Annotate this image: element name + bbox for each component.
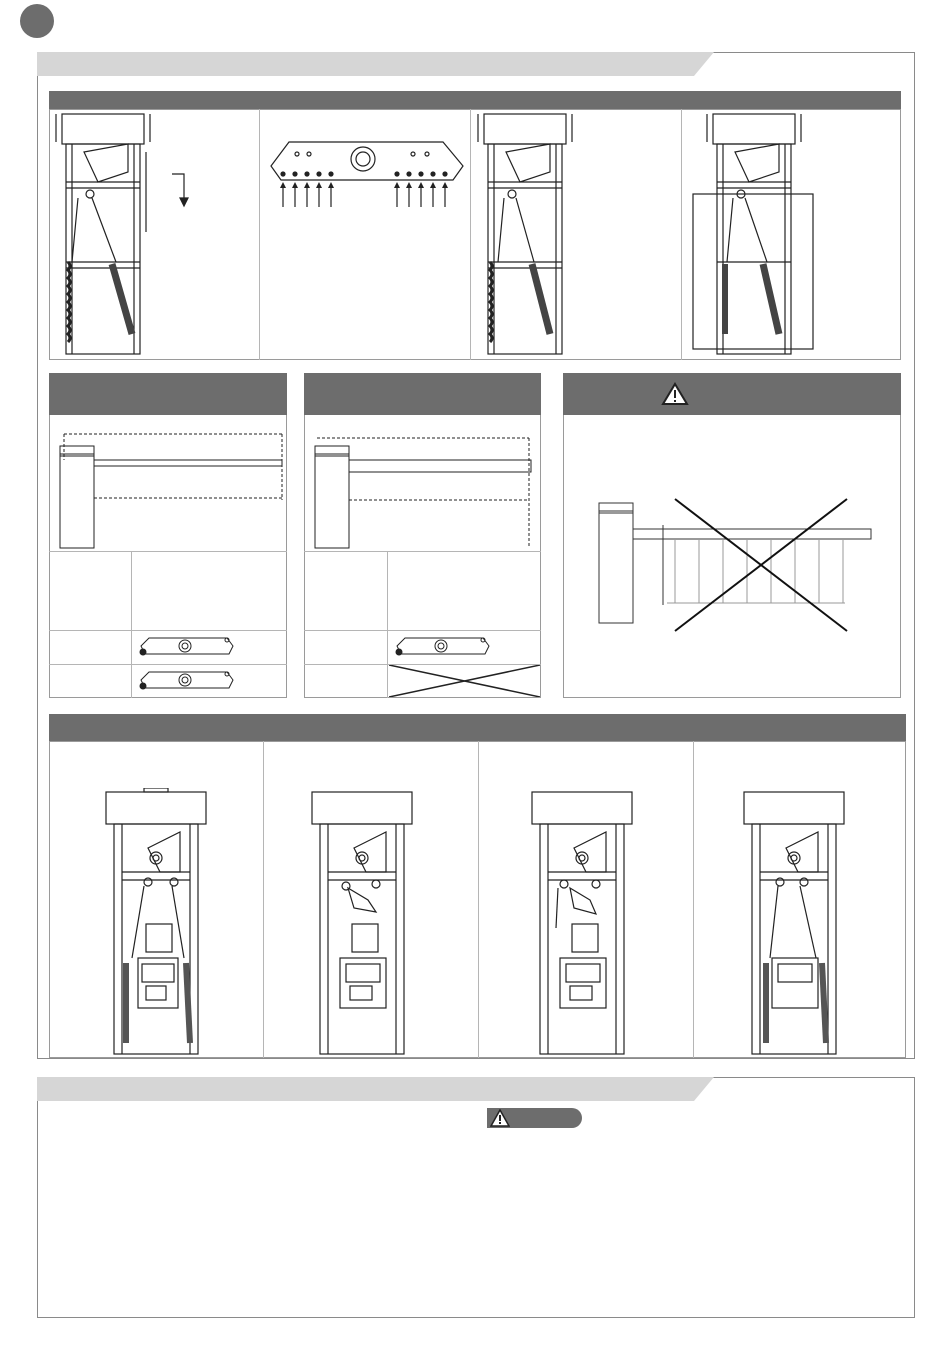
barrier-springs-drawing-1 [52, 112, 257, 358]
section-2-header-banner [37, 1077, 915, 1101]
barrier-install-drawing-3 [530, 788, 634, 1056]
boom-dimension-drawing-a [52, 420, 284, 550]
barrier-install-drawing-2 [310, 788, 414, 1056]
barrier-install-drawing-1 [104, 788, 208, 1056]
bracket-mini-b1 [391, 632, 491, 662]
warning-header [563, 373, 901, 415]
section-1-header-banner [37, 52, 915, 76]
page-number-marker [20, 4, 54, 38]
installation-steps-header [49, 714, 906, 741]
warning-icon [661, 382, 689, 406]
bracket-mini-a1 [135, 632, 235, 662]
section-2-frame [37, 1077, 915, 1318]
spring-steps-header [49, 91, 901, 109]
fence-boom-prohibited-drawing [595, 495, 875, 635]
warning-icon [490, 1109, 510, 1127]
boom-dimension-drawing-b [307, 420, 539, 550]
bracket-mini-a2 [135, 666, 235, 696]
barrier-springs-drawing-3 [685, 112, 897, 358]
barrier-install-drawing-4 [742, 788, 846, 1056]
barrier-springs-drawing-2 [474, 112, 679, 358]
bracket-holes-drawing [263, 112, 468, 358]
boom-length-header-a [49, 373, 287, 415]
boom-length-header-b [304, 373, 541, 415]
not-allowed-cross-b [389, 665, 540, 697]
